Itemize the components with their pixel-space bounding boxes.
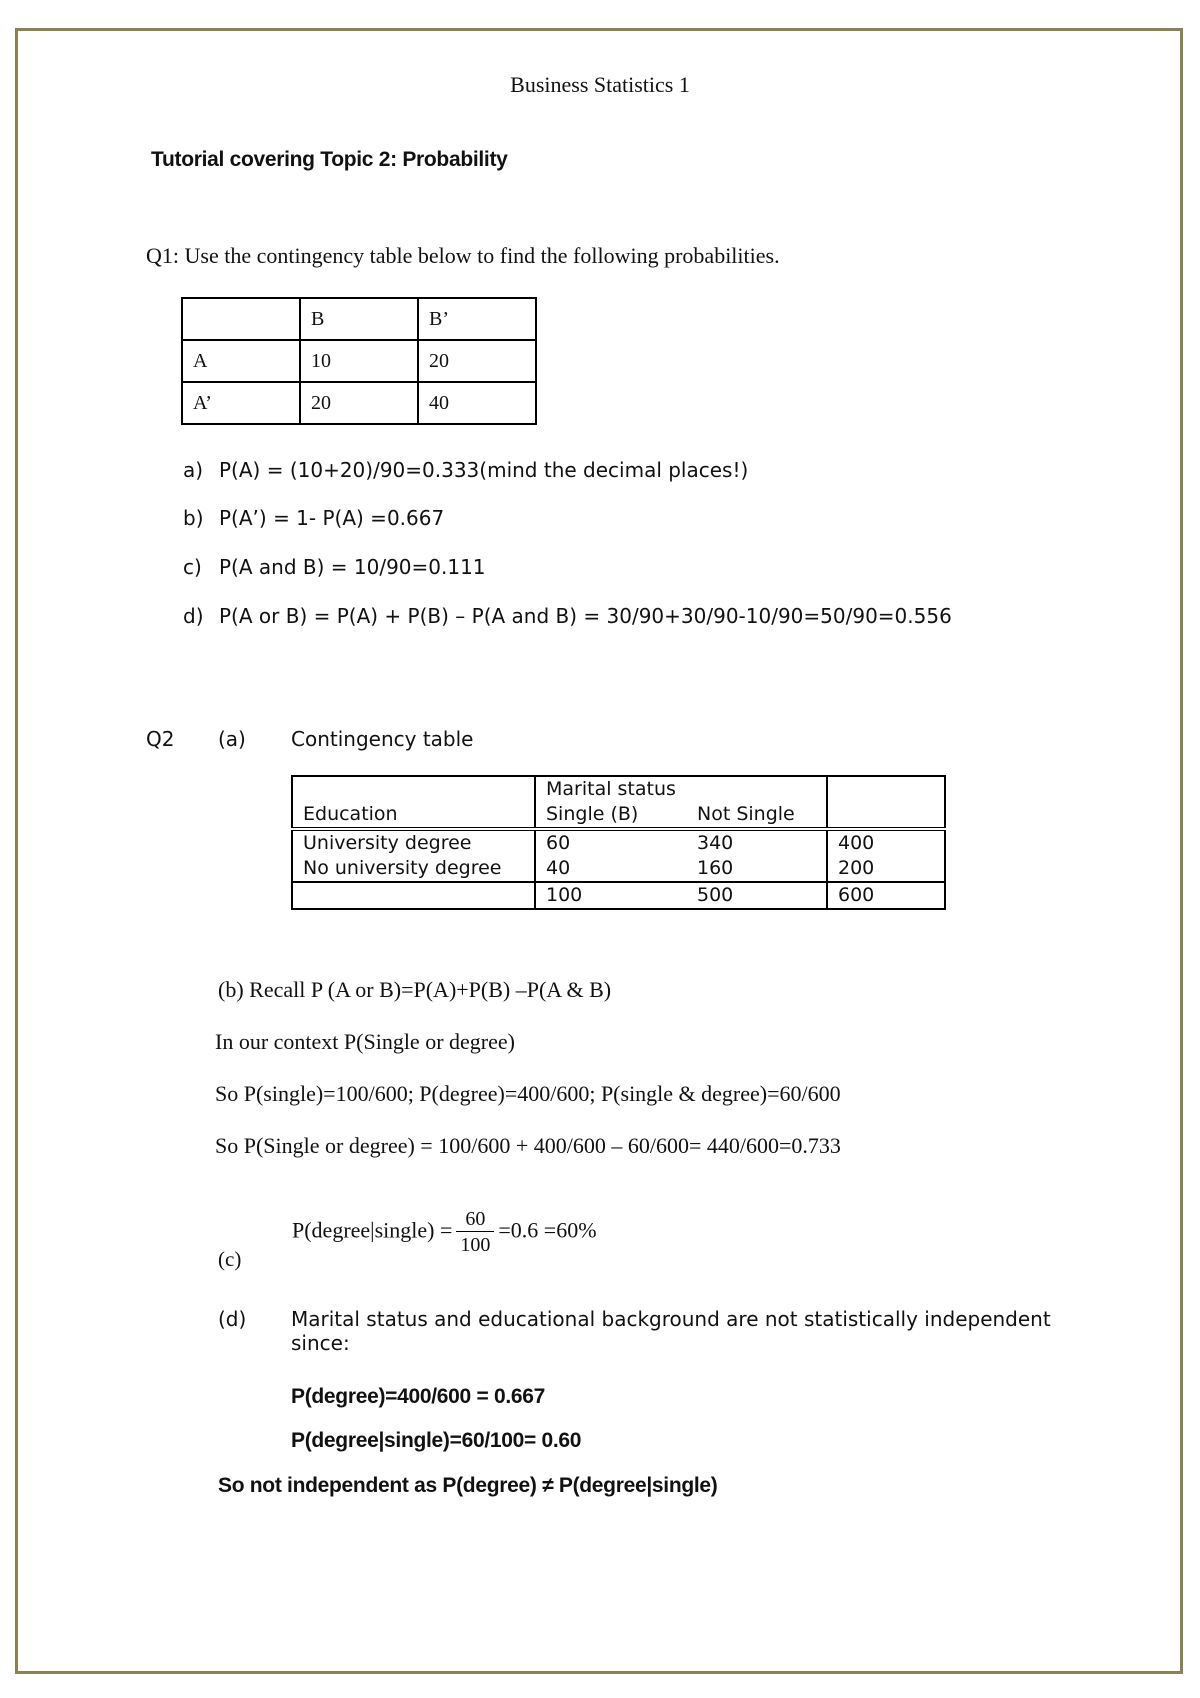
- table-cell: 600: [827, 882, 945, 909]
- answer-text: P(A and B) = 10/90=0.111: [219, 555, 486, 579]
- table-cell: B: [300, 298, 418, 340]
- table-cell: No university degree: [292, 856, 535, 882]
- table-cell: 500: [687, 882, 827, 909]
- table-cell: 20: [300, 382, 418, 424]
- table-cell: A’: [182, 382, 300, 424]
- formula-lhs: P(degree|single) =: [292, 1217, 453, 1243]
- table-row: [182, 340, 536, 382]
- q2d-eq-conditional: P(degree|single)=60/100= 0.60: [291, 1429, 582, 1452]
- document-header: Business Statistics 1: [510, 72, 690, 97]
- table-cell: 200: [838, 857, 875, 879]
- table-cell: [535, 776, 687, 829]
- list-label: b): [183, 506, 204, 530]
- tutorial-title: Tutorial covering Topic 2: Probability: [151, 148, 508, 171]
- q1-answer-c: [183, 555, 486, 579]
- formula-rhs: =0.6 =60%: [498, 1217, 597, 1243]
- q1-answer-b: [183, 506, 444, 530]
- table-cell: [182, 298, 300, 340]
- q2b-result: So P(Single or degree) = 100/600 + 400/600 – 60/600= 440/600=0.733: [215, 1133, 841, 1158]
- table-cell: [827, 776, 945, 829]
- table-cell: Education: [292, 776, 535, 829]
- table-row: [292, 829, 945, 856]
- fraction: [456, 1207, 494, 1258]
- table-cell: 60: [546, 832, 571, 854]
- table-cell: 40: [418, 382, 536, 424]
- table-cell: 100: [535, 882, 687, 909]
- q2a-text: Contingency table: [291, 727, 474, 751]
- table-cell: 20: [418, 340, 536, 382]
- answer-text: P(A or B) = P(A) + P(B) – P(A and B) = 30/90+30/90-10/90=50/90=0.556: [219, 604, 952, 628]
- table-cell: 160: [687, 856, 827, 882]
- fraction-denominator: 100: [456, 1231, 494, 1258]
- table-cell: 400: [838, 832, 875, 854]
- table-row: [292, 856, 945, 882]
- q2c-label: (c): [218, 1247, 242, 1271]
- table-cell: 10: [300, 340, 418, 382]
- table-row: [182, 382, 536, 424]
- fraction-numerator: 60: [465, 1208, 486, 1230]
- q2d-conclusion: So not independent as P(degree) ≠ P(degree|single): [218, 1474, 718, 1497]
- list-label: c): [183, 555, 202, 579]
- list-label: d): [183, 604, 204, 628]
- table-cell: Not Single: [687, 776, 827, 829]
- group-header: Marital status: [546, 778, 676, 800]
- q2-label: Q2: [146, 727, 175, 751]
- q1-prompt: Q1: Use the contingency table below to find the following probabilities.: [146, 243, 780, 268]
- q2c-formula: [292, 1207, 597, 1258]
- table-header-row: [292, 776, 945, 829]
- table-cell: University degree: [292, 829, 535, 856]
- q2a-label: (a): [218, 727, 246, 751]
- table-total-row: [292, 882, 945, 909]
- list-label: a): [183, 458, 204, 482]
- q2d-eq-degree: P(degree)=400/600 = 0.667: [291, 1385, 546, 1408]
- q2d-label: (d): [218, 1307, 247, 1331]
- table-cell: 40: [546, 857, 571, 879]
- q2b-context: In our context P(Single or degree): [215, 1029, 515, 1054]
- table-cell: 340: [687, 829, 827, 856]
- table-row: [182, 298, 536, 340]
- q2d-text-line1: Marital status and educational background are not statistically independent: [291, 1307, 1051, 1331]
- q2b-recall: (b) Recall P (A or B)=P(A)+P(B) –P(A & B): [218, 977, 612, 1002]
- column-header: Single (B): [546, 803, 639, 825]
- table-cell: [292, 882, 535, 909]
- table-cell: B’: [418, 298, 536, 340]
- table-cell: A: [182, 340, 300, 382]
- q2d-text-line2: since:: [291, 1331, 350, 1355]
- q1-contingency-table: [181, 297, 537, 425]
- q2b-values: So P(single)=100/600; P(degree)=400/600; P(single & degree)=60/600: [215, 1081, 841, 1106]
- answer-text: P(A) = (10+20)/90=0.333(mind the decimal places!): [219, 458, 749, 482]
- q2-contingency-table: [291, 775, 946, 910]
- q1-answer-d: [183, 604, 952, 628]
- answer-text: P(A’) = 1- P(A) =0.667: [219, 506, 445, 530]
- q1-answer-a: [183, 458, 748, 482]
